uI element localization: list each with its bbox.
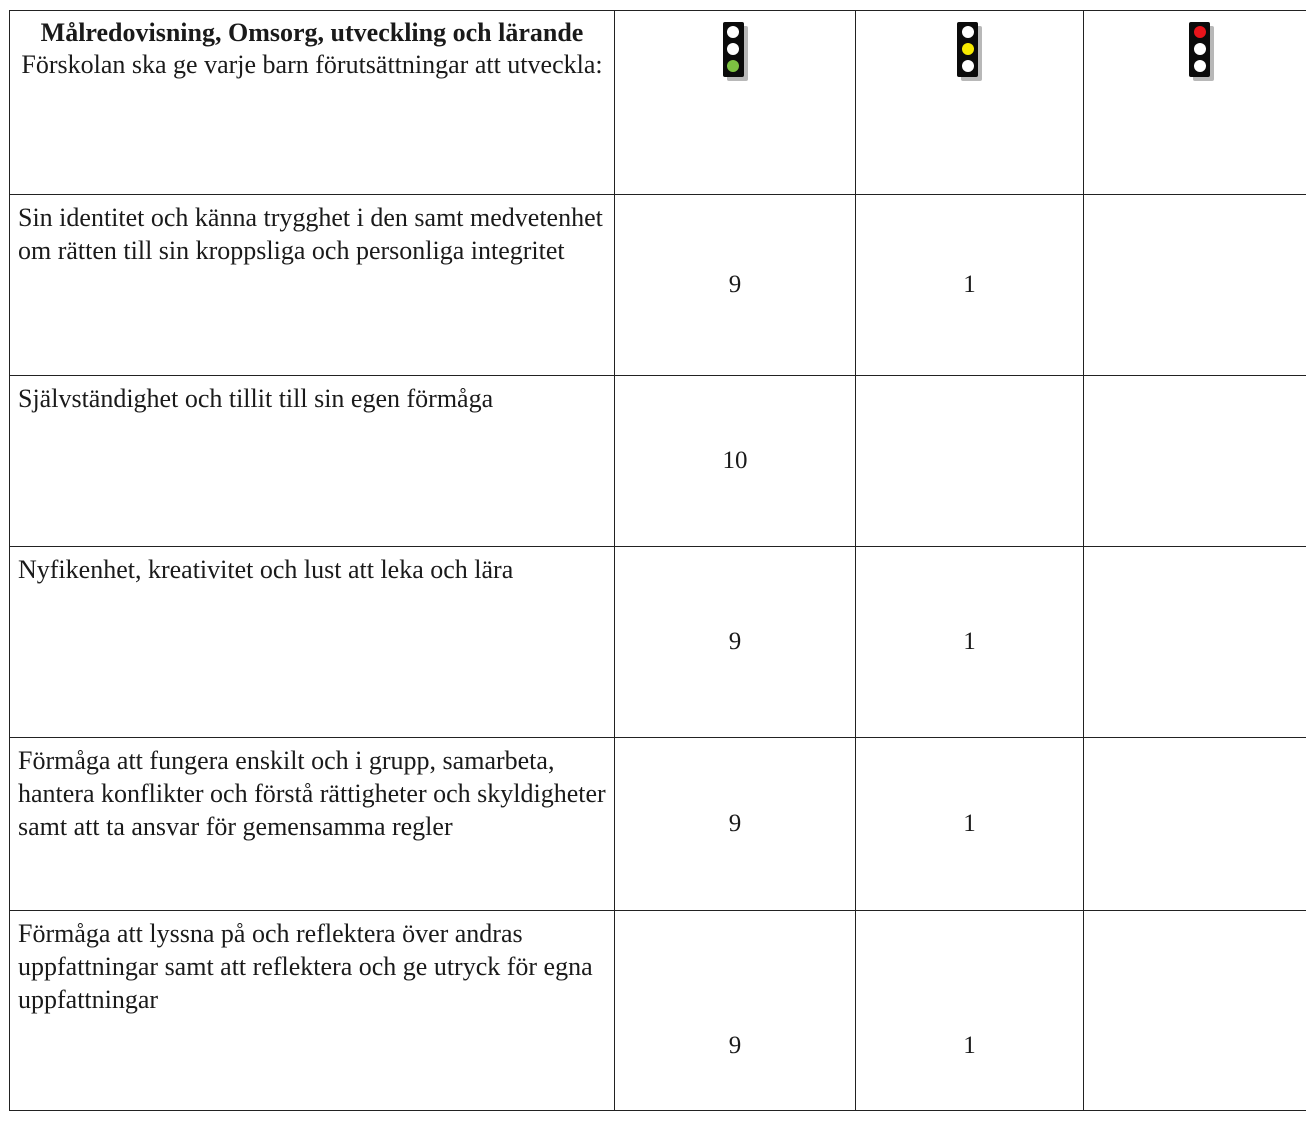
lamp-middle (1194, 43, 1206, 55)
red-count (1084, 376, 1306, 547)
green-count: 9 (615, 738, 856, 911)
table-row (10, 376, 1306, 547)
header-cell (10, 11, 615, 195)
red-count (1084, 195, 1306, 376)
green-count: 9 (615, 547, 856, 738)
goal-text: Förmåga att fungera enskilt och i grupp, samarbeta, hantera konflikter och förstå rättigheter och skyldigheter samt att ta ansvar för gemensamma regler (10, 738, 615, 911)
green-count: 9 (615, 195, 856, 376)
table-row (10, 911, 1306, 1111)
lamp-bottom (962, 60, 974, 72)
lamp-top (727, 26, 739, 38)
yellow-count: 1 (856, 547, 1084, 738)
green-count: 9 (615, 911, 856, 1111)
goal-text: Förmåga att lyssna på och reflektera över andras uppfattningar samt att reflektera och ge utryck för egna uppfattningar (10, 911, 615, 1111)
yellow-count: 1 (856, 738, 1084, 911)
table-row (10, 738, 1306, 911)
green-traffic-light-icon (723, 22, 748, 81)
goal-text: Nyfikenhet, kreativitet och lust att leka och lära (10, 547, 615, 738)
red-count (1084, 738, 1306, 911)
red-traffic-light-icon (1189, 22, 1214, 81)
yellow-traffic-light-icon (957, 22, 982, 81)
table-subtitle: Förskolan ska ge varje barn förutsättningar att utveckla: (21, 50, 603, 79)
lamp-bottom (727, 60, 739, 72)
yellow-count: 1 (856, 195, 1084, 376)
lamp-middle (962, 43, 974, 55)
yellow-column-header (856, 11, 1084, 195)
yellow-count (856, 376, 1084, 547)
header-row (10, 11, 1306, 195)
lamp-bottom (1194, 60, 1206, 72)
red-count (1084, 547, 1306, 738)
goal-report-table (9, 10, 1306, 1111)
lamp-top (962, 26, 974, 38)
table-row (10, 195, 1306, 376)
green-column-header (615, 11, 856, 195)
red-count (1084, 911, 1306, 1111)
yellow-count: 1 (856, 911, 1084, 1111)
lamp-middle (727, 43, 739, 55)
green-count: 10 (615, 376, 856, 547)
lamp-top (1194, 26, 1206, 38)
goal-text: Självständighet och tillit till sin egen förmåga (10, 376, 615, 547)
table-row (10, 547, 1306, 738)
table-title: Målredovisning, Omsorg, utveckling och lärande (40, 18, 584, 47)
red-column-header (1084, 11, 1306, 195)
goal-text: Sin identitet och känna trygghet i den samt medvetenhet om rätten till sin kroppsliga och personliga integritet (10, 195, 615, 376)
